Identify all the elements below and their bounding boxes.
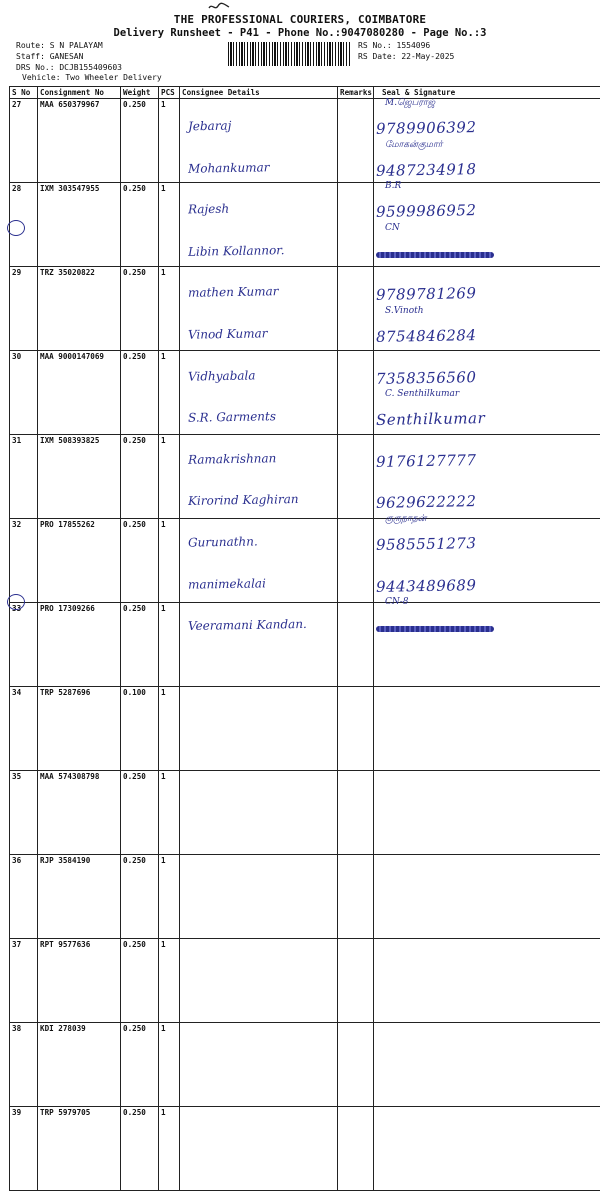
consignment-number: TRP 5979705 <box>40 1108 118 1117</box>
consignee-cell <box>180 1023 338 1107</box>
phone-handwritten: 9176127777 <box>376 451 477 471</box>
pieces-count: 1 <box>161 1108 177 1117</box>
consignee-handwritten-name: Gurunathn. <box>188 534 258 549</box>
runsheet-subtitle: Delivery Runsheet - P41 - Phone No.:9047080280 - Page No.:3 <box>0 27 600 39</box>
consignment-number: PRO 17309266 <box>40 604 118 613</box>
phone-handwritten: 9585551273 <box>376 534 477 554</box>
consignment-number: PRO 17855262 <box>40 520 118 529</box>
consignee-handwritten-name: manimekalai <box>188 576 266 591</box>
phone-handwritten: 9789781269 <box>376 285 477 305</box>
weight-value: 0.250 <box>123 520 156 529</box>
row-sno: 37 <box>12 940 35 949</box>
seal-handwritten: CN-8 <box>385 597 409 607</box>
consignment-number: TRZ 35020822 <box>40 268 118 277</box>
table-row <box>10 771 600 855</box>
consignee-cell <box>180 771 338 855</box>
row-sno: 36 <box>12 856 35 865</box>
seal-signature-cell <box>374 1107 600 1191</box>
table-row <box>10 1023 600 1107</box>
col-pcs: PCS <box>159 87 180 99</box>
consignee-cell <box>180 855 338 939</box>
runsheet-table <box>9 86 600 1191</box>
row-sno: 27 <box>12 100 35 109</box>
remarks-cell <box>338 603 374 687</box>
seal-handwritten: C. Senthilkumar <box>385 389 459 399</box>
weight-value: 0.250 <box>123 940 156 949</box>
pieces-count: 1 <box>161 772 177 781</box>
table-row <box>10 99 600 183</box>
pieces-count: 1 <box>161 184 177 193</box>
remarks-cell <box>338 435 374 519</box>
circled-row-mark <box>7 220 25 236</box>
col-consignee: Consignee Details <box>180 87 338 99</box>
table-row <box>10 687 600 771</box>
pieces-count: 1 <box>161 1024 177 1033</box>
weight-value: 0.250 <box>123 436 156 445</box>
seal-handwritten: மோகன்குமார் <box>385 140 442 151</box>
weight-value: 0.250 <box>123 1108 156 1117</box>
remarks-cell <box>338 351 374 435</box>
consignee-cell <box>180 603 338 687</box>
table-row <box>10 603 600 687</box>
consignment-number: RPT 9577636 <box>40 940 118 949</box>
phone-handwritten: 8754846284 <box>376 326 477 346</box>
table-row <box>10 267 600 351</box>
row-sno: 29 <box>12 268 35 277</box>
consignment-number: IXM 303547955 <box>40 184 118 193</box>
weight-value: 0.250 <box>123 604 156 613</box>
remarks-cell <box>338 939 374 1023</box>
vehicle-label: Vehicle: Two Wheeler Delivery <box>22 73 162 83</box>
consignee-handwritten-name: Rajesh <box>188 202 229 217</box>
seal-signature-cell <box>374 771 600 855</box>
weight-value: 0.250 <box>123 100 156 109</box>
table-row <box>10 855 600 939</box>
logo-scribble-icon <box>208 2 230 12</box>
consignee-cell <box>180 1107 338 1191</box>
pieces-count: 1 <box>161 268 177 277</box>
row-sno: 31 <box>12 436 35 445</box>
rs-date: RS Date: 22-May-2025 <box>358 52 454 62</box>
remarks-cell <box>338 687 374 771</box>
phone-handwritten: 9443489689 <box>376 576 477 596</box>
weight-value: 0.250 <box>123 856 156 865</box>
consignee-handwritten-name: mathen Kumar <box>188 285 279 301</box>
scribbled-out-number <box>376 626 494 632</box>
consignee-cell <box>180 939 338 1023</box>
consignment-number: RJP 3584190 <box>40 856 118 865</box>
seal-handwritten: CN <box>385 223 400 233</box>
col-sno: S No <box>10 87 38 99</box>
weight-value: 0.250 <box>123 1024 156 1033</box>
consignee-handwritten-name: Kirorind Kaghiran <box>188 492 299 508</box>
remarks-cell <box>338 1107 374 1191</box>
remarks-cell <box>338 771 374 855</box>
consignee-handwritten-name: Mohankumar <box>188 160 270 175</box>
col-seal-signature: Seal & Signature <box>374 87 600 99</box>
phone-handwritten: 9789906392 <box>376 118 477 138</box>
table-row <box>10 939 600 1023</box>
row-sno: 38 <box>12 1024 35 1033</box>
weight-value: 0.250 <box>123 184 156 193</box>
pieces-count: 1 <box>161 520 177 529</box>
consignment-number: KDI 278039 <box>40 1024 118 1033</box>
route-label: Route: S N PALAYAM <box>16 41 103 51</box>
consignment-number: IXM 508393825 <box>40 436 118 445</box>
table-row <box>10 519 600 603</box>
staff-label: Staff: GANESAN <box>16 52 83 62</box>
company-title: THE PROFESSIONAL COURIERS, COIMBATORE <box>0 13 600 26</box>
row-sno: 35 <box>12 772 35 781</box>
consignment-number: MAA 9000147069 <box>40 352 118 361</box>
weight-value: 0.100 <box>123 688 156 697</box>
remarks-cell <box>338 267 374 351</box>
table-row <box>10 351 600 435</box>
seal-signature-cell <box>374 855 600 939</box>
seal-signature-cell <box>374 939 600 1023</box>
consignee-handwritten-name: Vidhyabala <box>188 368 256 383</box>
seal-handwritten: S.Vinoth <box>385 306 424 316</box>
seal-signature-cell <box>374 1023 600 1107</box>
row-sno: 33 <box>12 604 35 613</box>
pieces-count: 1 <box>161 940 177 949</box>
consignee-handwritten-name: Vinod Kumar <box>188 326 268 341</box>
seal-handwritten: M.ஜெபராஜ் <box>385 98 435 109</box>
consignee-handwritten-name: Ramakrishnan <box>188 451 277 467</box>
table-row <box>10 435 600 519</box>
pieces-count: 1 <box>161 436 177 445</box>
pieces-count: 1 <box>161 688 177 697</box>
consignment-number: MAA 574308798 <box>40 772 118 781</box>
remarks-cell <box>338 183 374 267</box>
table-header-row <box>10 87 600 99</box>
phone-handwritten: 9599986952 <box>376 201 477 221</box>
consignee-handwritten-name: Veeramani Kandan. <box>188 617 307 633</box>
table-row <box>10 183 600 267</box>
consignment-number: MAA 650379967 <box>40 100 118 109</box>
row-sno: 32 <box>12 520 35 529</box>
remarks-cell <box>338 855 374 939</box>
rs-number: RS No.: 1554096 <box>358 41 430 51</box>
weight-value: 0.250 <box>123 772 156 781</box>
row-sno: 34 <box>12 688 35 697</box>
col-weight: Weight <box>121 87 159 99</box>
scribbled-out-number <box>376 252 494 258</box>
seal-handwritten: குருநாதன் <box>385 514 426 525</box>
table-row <box>10 1107 600 1191</box>
consignment-number: TRP 5287696 <box>40 688 118 697</box>
pieces-count: 1 <box>161 604 177 613</box>
pieces-count: 1 <box>161 100 177 109</box>
seal-handwritten: B.R <box>385 181 401 191</box>
seal-signature-cell <box>374 687 600 771</box>
consignee-handwritten-name: Jebaraj <box>188 119 232 134</box>
phone-handwritten: Senthilkumar <box>376 409 485 429</box>
consignee-handwritten-name: S.R. Garments <box>188 409 276 425</box>
weight-value: 0.250 <box>123 352 156 361</box>
row-sno: 30 <box>12 352 35 361</box>
weight-value: 0.250 <box>123 268 156 277</box>
drs-label: DRS No.: DCJB155409603 <box>16 63 122 73</box>
remarks-cell <box>338 1023 374 1107</box>
row-sno: 28 <box>12 184 35 193</box>
remarks-cell <box>338 99 374 183</box>
consignee-handwritten-name: Libin Kollannor. <box>188 243 285 259</box>
row-sno: 39 <box>12 1108 35 1117</box>
phone-handwritten: 9629622222 <box>376 493 477 513</box>
phone-handwritten: 7358356560 <box>376 368 477 388</box>
consignee-cell <box>180 687 338 771</box>
col-remarks: Remarks <box>338 87 374 99</box>
barcode-icon <box>228 42 350 66</box>
phone-handwritten: 9487234918 <box>376 160 477 180</box>
remarks-cell <box>338 519 374 603</box>
pieces-count: 1 <box>161 352 177 361</box>
pieces-count: 1 <box>161 856 177 865</box>
seal-signature-cell <box>374 603 600 687</box>
col-consignment: Consignment No <box>38 87 121 99</box>
